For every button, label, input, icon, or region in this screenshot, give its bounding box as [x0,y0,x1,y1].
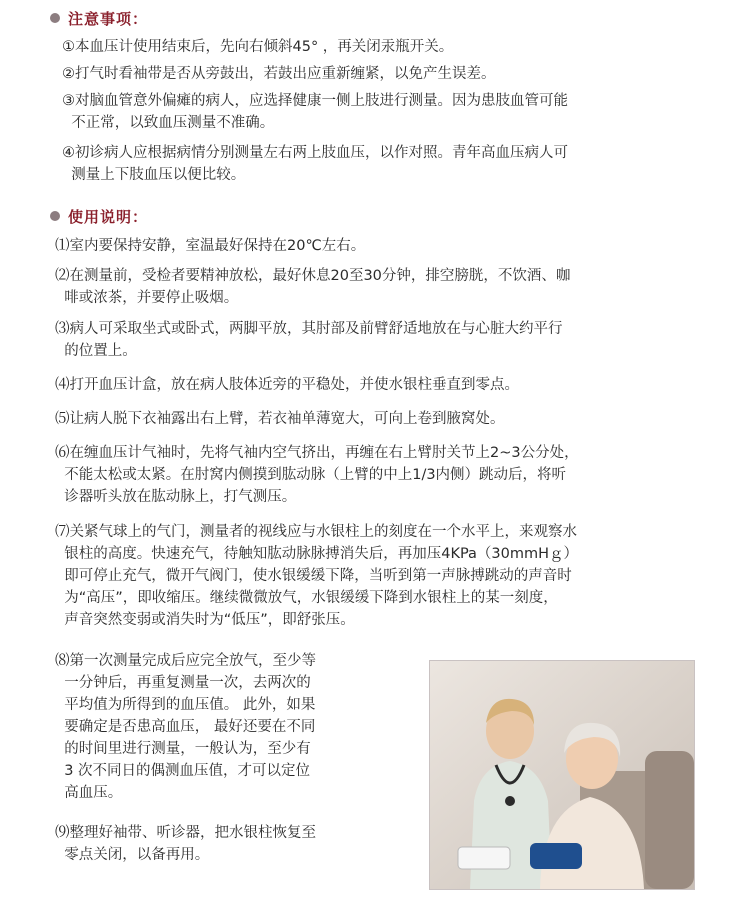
usage-item-7-line-4: 为“高压”，即收缩压。继续微微放气，水银缓缓下降到水银柱上的某一刻度， [55,590,558,606]
notice-item-1-line-1: ①本血压计使用结束后，先向右倾斜45° ，再关闭汞瓶开关。 [62,39,454,55]
usage-item-8-line-4: 要确定是否患高血压， 最好还要在不同 [55,719,316,735]
usage-item-4-line-1: ⑷打开血压计盒，放在病人肢体近旁的平稳处，并使水银柱垂直到零点。 [55,377,519,393]
notice-item-4-line-2: 测量上下肢血压以便比较。 [62,167,246,183]
usage-item-8-line-1: ⑻第一次测量完成后应完全放气，至少等 [55,653,316,669]
usage-item-8-line-5: 的时间里进行测量，一般认为，至少有 [55,741,311,757]
usage-item-9-line-1: ⑼整理好袖带、听诊器，把水银柱恢复至 [55,825,316,841]
usage-item-6 [55,442,579,508]
usage-item-8-line-6: 3 次不同日的偶测血压值，才可以定位 [55,763,311,779]
photo-illustration [430,661,694,889]
usage-item-4 [55,374,519,396]
notice-item-2 [62,63,496,85]
usage-item-8 [55,650,316,804]
usage-header [50,205,148,227]
usage-item-6-line-2: 不能太松或太紧。在肘窝内侧摸到肱动脉（上臂的中上1/3内侧）跳动后，将听 [55,467,567,483]
usage-item-5 [55,408,505,430]
notice-item-2-line-1: ②打气时看袖带是否从旁鼓出，若鼓出应重新缠紧，以免产生误差。 [62,66,496,82]
usage-item-7-line-2: 银柱的高度。快速充气，待触知肱动脉脉搏消失后，再加压4KPa（30mmHｇ） [55,546,579,562]
notice-item-1 [62,36,453,58]
bullet-icon [50,211,60,221]
usage-item-3-line-2: 的位置上。 [55,343,137,359]
usage-item-6-line-1: ⑹在缠血压计气袖时，先将气袖内空气挤出，再缠在右上臂肘关节上2~3公分处， [55,445,579,461]
notice-item-3-line-2: 不正常，以致血压测量不准确。 [62,115,275,131]
notice-title: 注意事项： [68,9,149,28]
usage-item-9-line-2: 零点关闭，以备再用。 [55,847,210,863]
photo-nurse-measuring-blood-pressure [429,660,695,890]
usage-item-7 [55,521,578,631]
usage-item-3 [55,318,563,362]
notice-item-4 [62,142,568,186]
usage-item-2 [55,265,570,309]
usage-item-8-line-2: 一分钟后，再重复测量一次，去两次的 [55,675,311,691]
usage-item-7-line-3: 即可停止充气，微开气阀门，使水银缓缓下降，当听到第一声脉搏跳动的声音时 [55,568,572,584]
usage-item-2-line-1: ⑵在测量前，受检者要精神放松，最好休息20至30分钟，排空膀胱，不饮酒、咖 [55,268,571,284]
usage-item-2-line-2: 啡或浓茶，并要停止吸烟。 [55,290,239,306]
usage-item-1 [55,235,365,257]
usage-item-7-line-5: 声音突然变弱或消失时为“低压”，即舒张压。 [55,612,355,628]
usage-item-9 [55,822,316,866]
notice-item-4-line-1: ④初诊病人应根据病情分别测量左右两上肢血压，以作对照。青年高血压病人可 [62,145,568,161]
usage-item-8-line-7: 高血压。 [55,785,123,801]
notice-header [50,7,148,29]
usage-item-8-line-3: 平均值为所得到的血压值。 此外，如果 [55,697,316,713]
usage-title: 使用说明： [68,207,149,226]
usage-item-3-line-1: ⑶病人可采取坐式或卧式，两脚平放，其肘部及前臂舒适地放在与心脏大约平行 [55,321,563,337]
usage-item-7-line-1: ⑺关紧气球上的气门，测量者的视线应与水银柱上的刻度在一个水平上，来观察水 [55,524,577,540]
bullet-icon [50,13,60,23]
notice-item-3 [62,90,568,134]
notice-item-3-line-1: ③对脑血管意外偏瘫的病人，应选择健康一侧上肢进行测量。因为患肢血管可能 [62,93,568,109]
usage-item-1-line-1: ⑴室内要保持安静，室温最好保持在20℃左右。 [55,238,366,254]
usage-item-6-line-3: 诊器听头放在肱动脉上，打气测压。 [55,489,297,505]
usage-item-5-line-1: ⑸让病人脱下衣袖露出右上臂，若衣袖单薄宽大，可向上卷到腋窝处。 [55,411,505,427]
